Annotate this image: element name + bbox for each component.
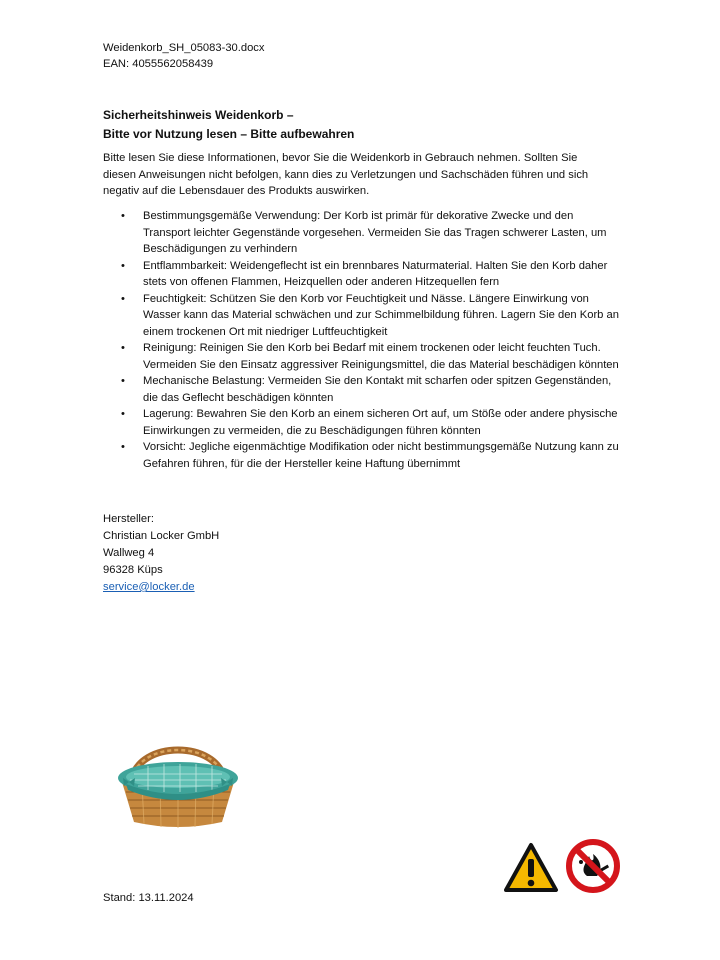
document-title bbox=[103, 106, 354, 144]
manufacturer-street: Wallweg 4 bbox=[103, 547, 155, 559]
manufacturer-city: 96328 Küps bbox=[103, 564, 163, 576]
list-item bbox=[103, 373, 623, 406]
file-name: Weidenkorb_SH_05083-30.docx bbox=[103, 42, 265, 54]
email-link[interactable]: service@locker.de bbox=[103, 581, 195, 593]
bullet-icon: • bbox=[121, 342, 125, 354]
list-item-text: Entflammbarkeit: Weidengeflecht ist ein brennbares Naturmaterial. Halten Sie den Korb daher stets von offenen Flammen, Heizquellen oder anderen Hitzequellen fern bbox=[143, 259, 608, 288]
list-item-text: Mechanische Belastung: Vermeiden Sie den Kontakt mit scharfen oder spitzen Gegenständen, die das Geflecht beschädigen könnten bbox=[143, 375, 612, 404]
basket-image bbox=[112, 726, 244, 832]
ean-number: EAN: 4055562058439 bbox=[103, 58, 214, 70]
bullet-icon: • bbox=[121, 210, 125, 222]
bullet-icon: • bbox=[121, 375, 125, 387]
safety-list bbox=[103, 208, 623, 472]
list-item bbox=[103, 439, 623, 472]
document-date: Stand: 13.11.2024 bbox=[103, 892, 194, 904]
list-item-text: Lagerung: Bewahren Sie den Korb an einem sicheren Ort auf, um Stöße oder andere physische Einwirkungen zu vermeiden, die zu Beschädigungen führen könnten bbox=[143, 408, 618, 437]
list-item bbox=[103, 208, 623, 258]
list-item bbox=[103, 406, 623, 439]
manufacturer-block bbox=[103, 511, 219, 596]
manufacturer-label: Hersteller: bbox=[103, 513, 154, 525]
warning-triangle-icon bbox=[503, 842, 559, 894]
list-item-text: Vorsicht: Jegliche eigenmächtige Modifikation oder nicht bestimmungsgemäße Nutzung kann zu Gefahren führen, für die der Hersteller keine Haftung übernimmt bbox=[143, 441, 619, 470]
manufacturer-name: Christian Locker GmbH bbox=[103, 530, 220, 542]
document-header bbox=[103, 40, 265, 72]
list-item bbox=[103, 258, 623, 291]
list-item-text: Feuchtigkeit: Schützen Sie den Korb vor Feuchtigkeit und Nässe. Längere Einwirkung von Wasser kann das Material schwächen und zur Schimmelbildung führen. Lagern Sie den Korb an einem trockenen Ort mit niedriger Luftfeuchtigkeit bbox=[143, 292, 619, 338]
no-open-flame-icon bbox=[565, 838, 621, 894]
title-line-1: Sicherheitshinweis Weidenkorb – bbox=[103, 108, 294, 122]
intro-paragraph: Bitte lesen Sie diese Informationen, bevor Sie die Weidenkorb in Gebrauch nehmen. Sollten Sie diesen Anweisungen nicht befolgen, kann dies zu Verletzungen und Sachschäden führen und sich negativ auf die Lebensdauer des Produkts auswirken. bbox=[103, 152, 589, 197]
bullet-icon: • bbox=[121, 259, 125, 272]
list-item-text: Reinigung: Reinigen Sie den Korb bei Bedarf mit einem trockenen oder leicht feuchten Tuch. Vermeiden Sie den Einsatz aggressiver Reinigungsmittel, die das Material beschädigen könnten bbox=[143, 342, 619, 371]
list-item bbox=[103, 340, 623, 373]
bullet-icon: • bbox=[121, 441, 125, 453]
list-item-text: Bestimmungsgemäße Verwendung: Der Korb ist primär für dekorative Zwecke und den Transport leichter Gegenstände vorgesehen. Vermeiden Sie das Tragen schwerer Lasten, um Beschädigungen zu verhindern bbox=[143, 210, 607, 255]
bullet-icon: • bbox=[121, 292, 125, 305]
title-line-2: Bitte vor Nutzung lesen – Bitte aufbewahren bbox=[103, 127, 355, 141]
bullet-icon: • bbox=[121, 408, 125, 420]
list-item bbox=[103, 291, 623, 341]
